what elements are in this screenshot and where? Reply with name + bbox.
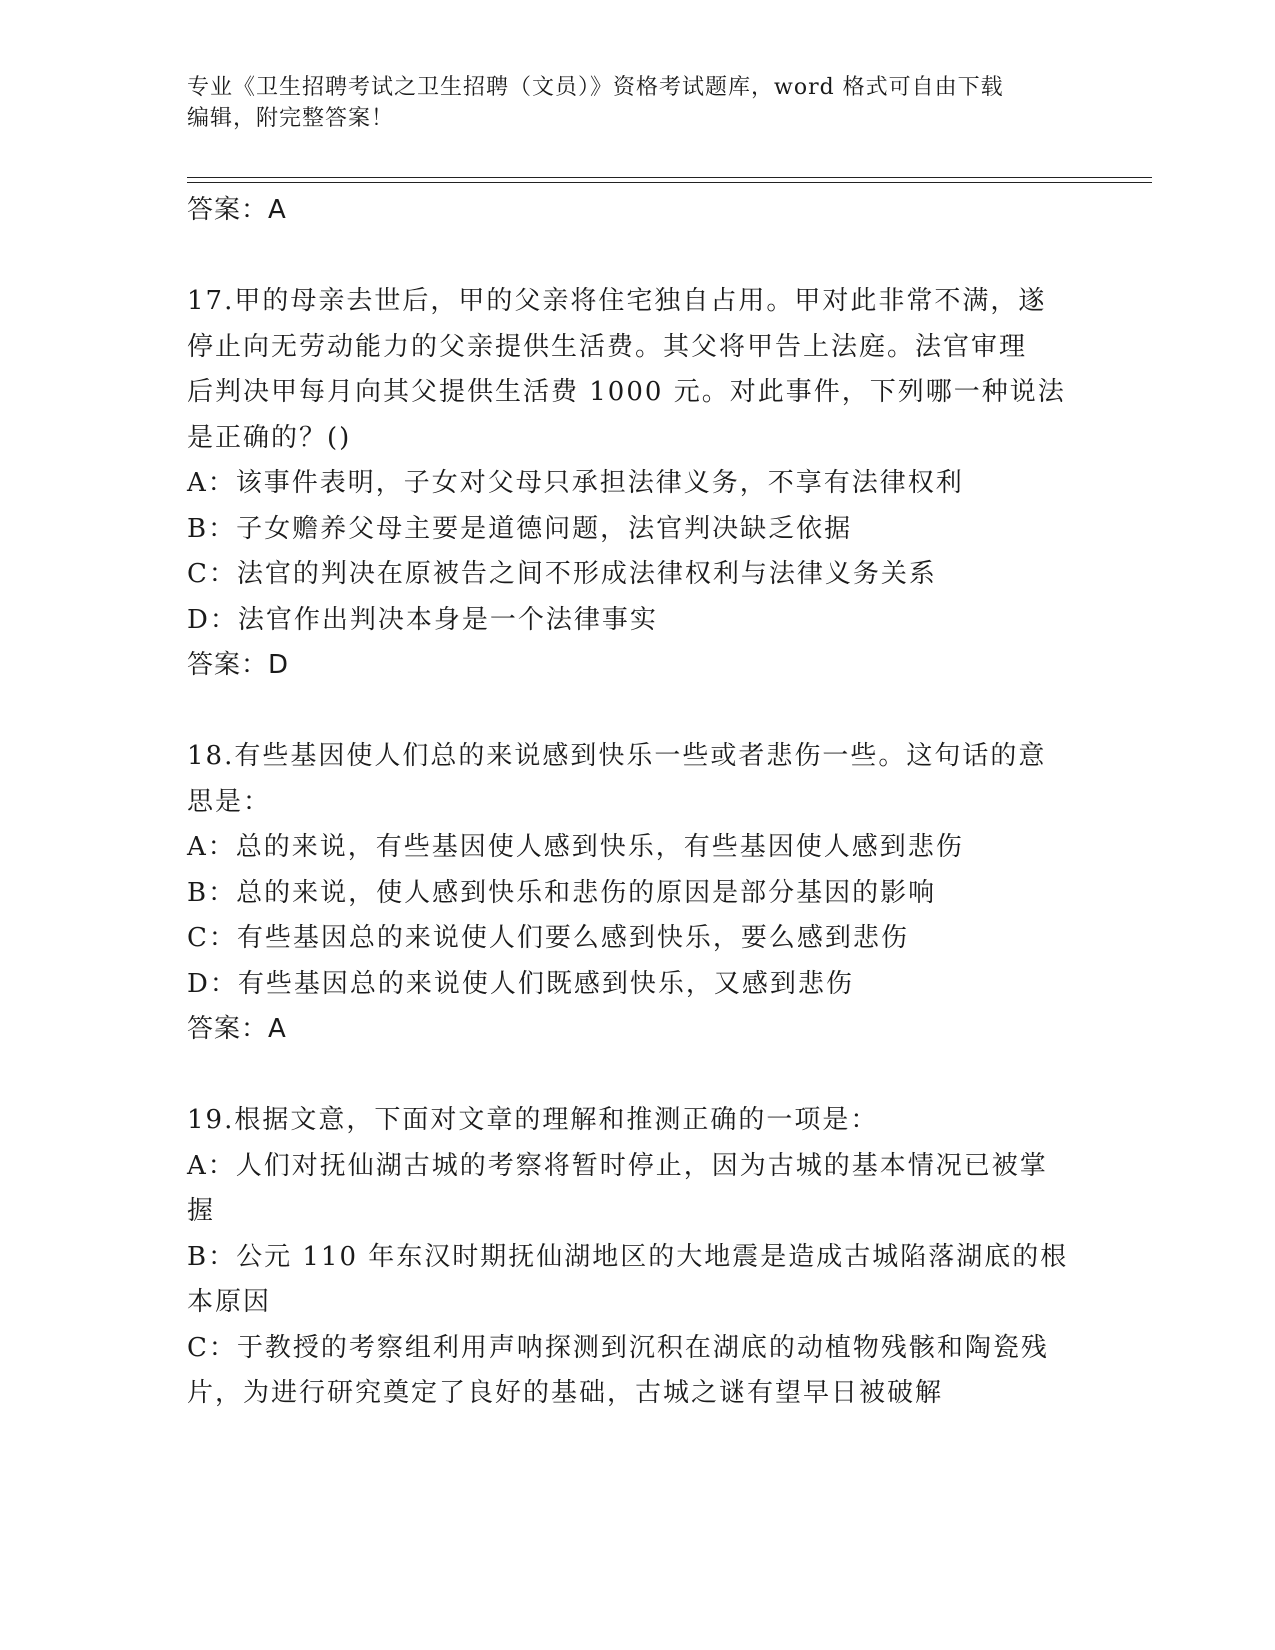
spacer (187, 1053, 1087, 1099)
answer: 答案：A (187, 1014, 287, 1044)
option-c: C：有些基因总的来说使人们要么感到快乐，要么感到悲伤 (187, 923, 909, 953)
question-text-line: 17.甲的母亲去世后，甲的父亲将住宅独自占用。甲对此非常不满，遂 (187, 286, 1047, 316)
spacer (187, 234, 1087, 280)
document-body (187, 188, 1087, 1417)
answer: 答案：D (187, 650, 290, 680)
document-header (187, 72, 1087, 134)
option-a-continued: 握 (187, 1196, 216, 1226)
option-d: D：法官作出判决本身是一个法律事实 (187, 604, 658, 635)
option-b: B：总的来说，使人感到快乐和悲伤的原因是部分基因的影响 (187, 877, 937, 908)
option-a: A：人们对抚仙湖古城的考察将暂时停止，因为古城的基本情况已被掌 (187, 1150, 1048, 1181)
option-b: B：子女赡养父母主要是道德问题，法官判决缺乏依据 (187, 513, 853, 544)
option-a: A：该事件表明，子女对父母只承担法律义务，不享有法律权利 (187, 468, 964, 498)
option-d: D：有些基因总的来说使人们既感到快乐，又感到悲伤 (187, 968, 854, 999)
question-text-line: 19.根据文意，下面对文章的理解和推测正确的一项是： (187, 1105, 879, 1135)
question-text-line: 思是： (187, 786, 272, 817)
header-line-2: 编辑，附完整答案！ (187, 106, 395, 131)
previous-answer: 答案：A (187, 195, 287, 225)
option-a: A：总的来说，有些基因使人感到快乐，有些基因使人感到悲伤 (187, 832, 964, 862)
option-c: C：法官的判决在原被告之间不形成法律权利与法律义务关系 (187, 559, 937, 589)
spacer (187, 689, 1087, 735)
option-b-continued: 本原因 (187, 1287, 272, 1317)
question-text-line: 后判决甲每月向其父提供生活费 1000 元。对此事件，下列哪一种说法 (187, 377, 1066, 407)
question-text-line: 18.有些基因使人们总的来说感到快乐一些或者悲伤一些。这句话的意 (187, 741, 1047, 771)
question-17 (187, 279, 1087, 689)
header-divider-top (187, 177, 1152, 178)
option-c: C：于教授的考察组利用声呐探测到沉积在湖底的动植物残骸和陶瓷残 (187, 1332, 1049, 1363)
question-text-line: 停止向无劳动能力的父亲提供生活费。其父将甲告上法庭。法官审理 (187, 331, 1028, 362)
option-c-continued: 片，为进行研究奠定了良好的基础，古城之谜有望早日被破解 (187, 1378, 944, 1408)
option-b: B：公元 110 年东汉时期抚仙湖地区的大地震是造成古城陷落湖底的根 (187, 1241, 1069, 1272)
question-19 (187, 1098, 1087, 1417)
question-18 (187, 734, 1087, 1053)
header-line-1: 专业《卫生招聘考试之卫生招聘（文员）》资格考试题库，word 格式可自由下载 (187, 75, 1004, 100)
question-text-line: 是正确的？() (187, 422, 352, 453)
header-divider-bottom (187, 182, 1152, 183)
